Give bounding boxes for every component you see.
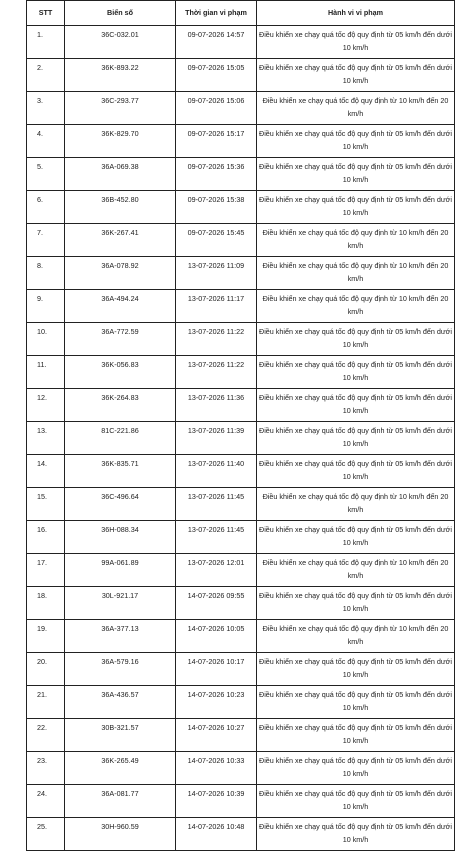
cell-violation: Điều khiển xe chạy quá tốc độ quy định từ 05 km/h đến dưới 10 km/h bbox=[257, 521, 455, 554]
cell-plate: 36K-264.83 bbox=[65, 389, 176, 422]
header-time: Thời gian vi phạm bbox=[176, 1, 257, 26]
cell-time: 13-07-2026 11:09 bbox=[176, 257, 257, 290]
cell-stt: 18. bbox=[27, 587, 65, 620]
cell-violation: Điều khiển xe chạy quá tốc độ quy định từ 05 km/h đến dưới 10 km/h bbox=[257, 191, 455, 224]
cell-plate: 36B-452.80 bbox=[65, 191, 176, 224]
cell-stt: 7. bbox=[27, 224, 65, 257]
cell-stt: 15. bbox=[27, 488, 65, 521]
cell-time: 09-07-2026 15:45 bbox=[176, 224, 257, 257]
cell-plate: 36C-496.64 bbox=[65, 488, 176, 521]
cell-stt: 6. bbox=[27, 191, 65, 224]
cell-time: 14-07-2026 10:23 bbox=[176, 686, 257, 719]
cell-violation: Điều khiển xe chạy quá tốc độ quy định từ 05 km/h đến dưới 10 km/h bbox=[257, 752, 455, 785]
cell-stt: 17. bbox=[27, 554, 65, 587]
cell-time: 13-07-2026 12:01 bbox=[176, 554, 257, 587]
cell-violation: Điều khiển xe chạy quá tốc độ quy định từ 05 km/h đến dưới 10 km/h bbox=[257, 785, 455, 818]
cell-time: 09-07-2026 15:38 bbox=[176, 191, 257, 224]
cell-plate: 81C-221.86 bbox=[65, 422, 176, 455]
cell-time: 14-07-2026 10:39 bbox=[176, 785, 257, 818]
table-row bbox=[27, 389, 455, 422]
table-row bbox=[27, 125, 455, 158]
cell-plate: 36K-835.71 bbox=[65, 455, 176, 488]
cell-time: 14-07-2026 10:05 bbox=[176, 620, 257, 653]
cell-time: 09-07-2026 15:36 bbox=[176, 158, 257, 191]
table-row bbox=[27, 455, 455, 488]
cell-stt: 2. bbox=[27, 59, 65, 92]
cell-violation: Điều khiển xe chạy quá tốc độ quy định từ 05 km/h đến dưới 10 km/h bbox=[257, 125, 455, 158]
header-plate: Biển số bbox=[65, 1, 176, 26]
cell-time: 13-07-2026 11:17 bbox=[176, 290, 257, 323]
table-row bbox=[27, 257, 455, 290]
cell-time: 13-07-2026 11:22 bbox=[176, 356, 257, 389]
cell-plate: 36A-494.24 bbox=[65, 290, 176, 323]
cell-stt: 21. bbox=[27, 686, 65, 719]
table-row bbox=[27, 818, 455, 851]
cell-plate: 36A-436.57 bbox=[65, 686, 176, 719]
cell-stt: 4. bbox=[27, 125, 65, 158]
cell-violation: Điều khiển xe chạy quá tốc độ quy định từ 05 km/h đến dưới 10 km/h bbox=[257, 26, 455, 59]
table-row bbox=[27, 158, 455, 191]
cell-violation: Điều khiển xe chạy quá tốc độ quy định từ 10 km/h đến 20 km/h bbox=[257, 488, 455, 521]
violations-table bbox=[26, 0, 455, 851]
cell-time: 09-07-2026 15:17 bbox=[176, 125, 257, 158]
table-row bbox=[27, 653, 455, 686]
cell-violation: Điều khiển xe chạy quá tốc độ quy định từ 05 km/h đến dưới 10 km/h bbox=[257, 356, 455, 389]
table-row bbox=[27, 521, 455, 554]
header-stt: STT bbox=[27, 1, 65, 26]
cell-plate: 36K-893.22 bbox=[65, 59, 176, 92]
table-row bbox=[27, 323, 455, 356]
cell-time: 14-07-2026 09:55 bbox=[176, 587, 257, 620]
table-row bbox=[27, 587, 455, 620]
cell-violation: Điều khiển xe chạy quá tốc độ quy định từ 10 km/h đến 20 km/h bbox=[257, 257, 455, 290]
table-row bbox=[27, 356, 455, 389]
cell-violation: Điều khiển xe chạy quá tốc độ quy định từ 05 km/h đến dưới 10 km/h bbox=[257, 422, 455, 455]
table-row bbox=[27, 422, 455, 455]
table-row bbox=[27, 686, 455, 719]
cell-violation: Điều khiển xe chạy quá tốc độ quy định từ 10 km/h đến 20 km/h bbox=[257, 224, 455, 257]
table-row bbox=[27, 59, 455, 92]
cell-plate: 30L-921.17 bbox=[65, 587, 176, 620]
table-row bbox=[27, 785, 455, 818]
cell-violation: Điều khiển xe chạy quá tốc độ quy định từ 10 km/h đến 20 km/h bbox=[257, 554, 455, 587]
table-header-row bbox=[27, 1, 455, 26]
cell-plate: 30H-960.59 bbox=[65, 818, 176, 851]
cell-time: 09-07-2026 15:06 bbox=[176, 92, 257, 125]
cell-stt: 5. bbox=[27, 158, 65, 191]
cell-violation: Điều khiển xe chạy quá tốc độ quy định từ 05 km/h đến dưới 10 km/h bbox=[257, 323, 455, 356]
cell-time: 13-07-2026 11:22 bbox=[176, 323, 257, 356]
cell-violation: Điều khiển xe chạy quá tốc độ quy định từ 05 km/h đến dưới 10 km/h bbox=[257, 455, 455, 488]
cell-stt: 12. bbox=[27, 389, 65, 422]
cell-violation: Điều khiển xe chạy quá tốc độ quy định từ 10 km/h đến 20 km/h bbox=[257, 620, 455, 653]
cell-plate: 36A-772.59 bbox=[65, 323, 176, 356]
cell-plate: 36A-579.16 bbox=[65, 653, 176, 686]
cell-plate: 36A-078.92 bbox=[65, 257, 176, 290]
cell-stt: 19. bbox=[27, 620, 65, 653]
cell-violation: Điều khiển xe chạy quá tốc độ quy định từ 05 km/h đến dưới 10 km/h bbox=[257, 686, 455, 719]
header-violation: Hành vi vi phạm bbox=[257, 1, 455, 26]
table-row bbox=[27, 290, 455, 323]
cell-stt: 22. bbox=[27, 719, 65, 752]
cell-stt: 11. bbox=[27, 356, 65, 389]
cell-time: 13-07-2026 11:40 bbox=[176, 455, 257, 488]
cell-time: 13-07-2026 11:45 bbox=[176, 521, 257, 554]
table-row bbox=[27, 554, 455, 587]
cell-stt: 8. bbox=[27, 257, 65, 290]
table-row bbox=[27, 620, 455, 653]
cell-plate: 99A-061.89 bbox=[65, 554, 176, 587]
cell-plate: 36C-032.01 bbox=[65, 26, 176, 59]
table-row bbox=[27, 92, 455, 125]
cell-stt: 3. bbox=[27, 92, 65, 125]
cell-plate: 36K-829.70 bbox=[65, 125, 176, 158]
cell-time: 09-07-2026 14:57 bbox=[176, 26, 257, 59]
table-row bbox=[27, 26, 455, 59]
cell-time: 14-07-2026 10:48 bbox=[176, 818, 257, 851]
cell-violation: Điều khiển xe chạy quá tốc độ quy định từ 05 km/h đến dưới 10 km/h bbox=[257, 158, 455, 191]
cell-time: 13-07-2026 11:45 bbox=[176, 488, 257, 521]
cell-stt: 24. bbox=[27, 785, 65, 818]
cell-stt: 14. bbox=[27, 455, 65, 488]
table-row bbox=[27, 191, 455, 224]
cell-plate: 36A-069.38 bbox=[65, 158, 176, 191]
cell-stt: 9. bbox=[27, 290, 65, 323]
cell-stt: 1. bbox=[27, 26, 65, 59]
cell-violation: Điều khiển xe chạy quá tốc độ quy định từ 05 km/h đến dưới 10 km/h bbox=[257, 59, 455, 92]
cell-violation: Điều khiển xe chạy quá tốc độ quy định từ 10 km/h đến 20 km/h bbox=[257, 92, 455, 125]
table-row bbox=[27, 752, 455, 785]
table-row bbox=[27, 488, 455, 521]
cell-plate: 36K-056.83 bbox=[65, 356, 176, 389]
table-row bbox=[27, 719, 455, 752]
table-row bbox=[27, 224, 455, 257]
cell-violation: Điều khiển xe chạy quá tốc độ quy định từ 05 km/h đến dưới 10 km/h bbox=[257, 653, 455, 686]
cell-violation: Điều khiển xe chạy quá tốc độ quy định từ 10 km/h đến 20 km/h bbox=[257, 290, 455, 323]
cell-violation: Điều khiển xe chạy quá tốc độ quy định từ 05 km/h đến dưới 10 km/h bbox=[257, 587, 455, 620]
cell-time: 14-07-2026 10:33 bbox=[176, 752, 257, 785]
cell-time: 14-07-2026 10:27 bbox=[176, 719, 257, 752]
cell-plate: 36A-081.77 bbox=[65, 785, 176, 818]
cell-violation: Điều khiển xe chạy quá tốc độ quy định từ 05 km/h đến dưới 10 km/h bbox=[257, 818, 455, 851]
cell-stt: 10. bbox=[27, 323, 65, 356]
cell-time: 13-07-2026 11:39 bbox=[176, 422, 257, 455]
cell-violation: Điều khiển xe chạy quá tốc độ quy định từ 05 km/h đến dưới 10 km/h bbox=[257, 719, 455, 752]
cell-plate: 36K-265.49 bbox=[65, 752, 176, 785]
cell-stt: 25. bbox=[27, 818, 65, 851]
cell-time: 13-07-2026 11:36 bbox=[176, 389, 257, 422]
cell-stt: 16. bbox=[27, 521, 65, 554]
table-body bbox=[27, 26, 455, 851]
cell-stt: 13. bbox=[27, 422, 65, 455]
cell-violation: Điều khiển xe chạy quá tốc độ quy định từ 05 km/h đến dưới 10 km/h bbox=[257, 389, 455, 422]
cell-plate: 30B-321.57 bbox=[65, 719, 176, 752]
cell-plate: 36H-088.34 bbox=[65, 521, 176, 554]
cell-time: 09-07-2026 15:05 bbox=[176, 59, 257, 92]
cell-plate: 36C-293.77 bbox=[65, 92, 176, 125]
cell-stt: 23. bbox=[27, 752, 65, 785]
cell-plate: 36A-377.13 bbox=[65, 620, 176, 653]
cell-time: 14-07-2026 10:17 bbox=[176, 653, 257, 686]
cell-plate: 36K-267.41 bbox=[65, 224, 176, 257]
cell-stt: 20. bbox=[27, 653, 65, 686]
